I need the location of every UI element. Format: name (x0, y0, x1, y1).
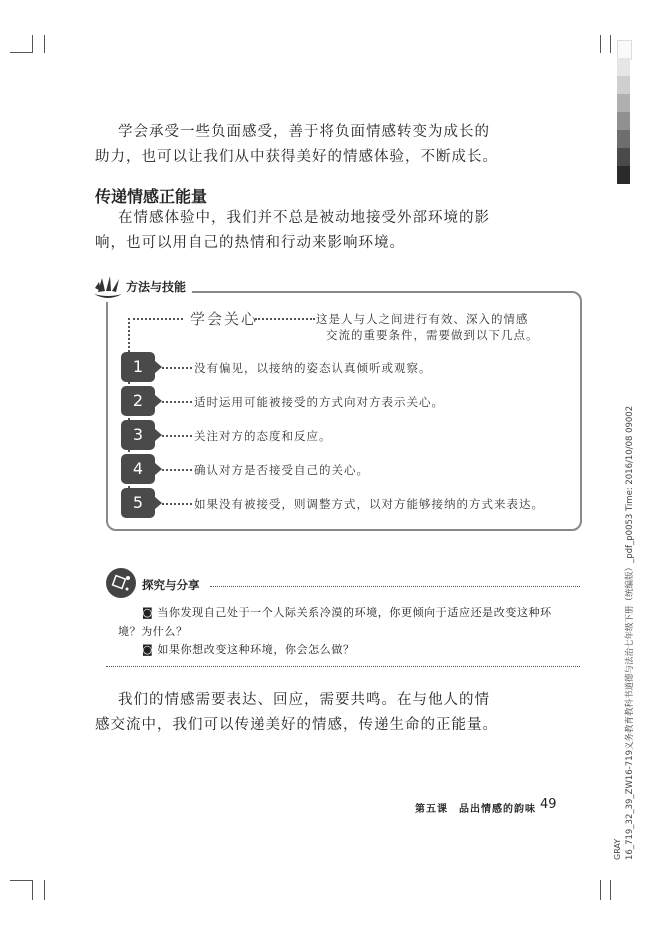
step-number: 4 (121, 454, 155, 484)
question-text: 境？为什么？ (118, 625, 188, 638)
crop-mark (600, 880, 601, 900)
closing-line: 我们的情感需要表达、回应，需要共鸣。在与他人的情 (118, 692, 490, 708)
divider (210, 586, 580, 587)
step-text: 确认对方是否接受自己的关心。 (194, 463, 369, 477)
intro-line: 学会承受一些负面感受，善于将负面情感转变为成长的 (118, 124, 490, 140)
question-text: 当你发现自己处于一个人际关系冷漠的环境，你更倾向于适应还是改变这种环 (157, 606, 552, 619)
page-number: 49 (540, 797, 557, 812)
connector-line (255, 318, 315, 320)
methods-icon (92, 274, 126, 302)
step-number: 5 (121, 488, 155, 518)
question (142, 641, 355, 657)
question (142, 604, 552, 620)
step-number: 2 (121, 386, 155, 416)
bullet-icon: ◙ (142, 606, 158, 619)
methods-desc: 交流的重要条件，需要做到以下几点。 (326, 328, 539, 342)
crop-mark (610, 880, 611, 900)
crop-mark (44, 35, 45, 53)
section-line: 响，也可以用自己的热情和行动来影响环境。 (95, 235, 405, 251)
explore-icon (106, 568, 136, 598)
crop-mark (32, 35, 33, 53)
step-number: 1 (121, 352, 155, 382)
crop-mark (44, 880, 45, 900)
step-text: 没有偏见，以接纳的姿态认真倾听或观察。 (194, 361, 432, 375)
connector-line (128, 318, 183, 320)
step-text: 如果没有被接受，则调整方式，以对方能够接纳的方式来表达。 (194, 497, 544, 511)
step-text: 适时运用可能被接受的方式向对方表示关心。 (194, 395, 444, 409)
crop-mark (10, 880, 32, 881)
crop-mark (10, 52, 32, 53)
gray-label: GRAY (613, 838, 622, 860)
step-text: 关注对方的态度和反应。 (194, 429, 332, 443)
section-heading: 传递情感正能量 (95, 187, 208, 206)
methods-title: 方法与技能 (126, 278, 192, 295)
section-line: 在情感体验中，我们并不总是被动地接受外部环境的影 (118, 210, 490, 226)
crop-mark (32, 880, 33, 900)
methods-topic: 学会关心 (190, 310, 259, 328)
divider (106, 666, 580, 667)
crop-mark (600, 35, 601, 53)
crop-mark (610, 35, 611, 53)
intro-line: 助力，也可以让我们从中获得美好的情感体验，不断成长。 (95, 149, 498, 165)
chapter-title: 第五课 品出情感的韵味 (415, 804, 536, 815)
print-slug: 16_719_32_39_ZW16-719义务教育教科书道德与法治七年级下册（统编版）_pdf_p0053 Time: 2016/10/08 09002 (625, 405, 635, 860)
closing-line: 感交流中，我们可以传递美好的情感，传递生命的正能量。 (95, 717, 498, 733)
methods-desc: 这是人与人之间进行有效、深入的情感 (316, 312, 529, 326)
bullet-icon: ◙ (142, 643, 158, 656)
question-text: 如果你想改变这种环境，你会怎么做？ (157, 643, 355, 656)
step-number: 3 (121, 420, 155, 450)
explore-title: 探究与分享 (142, 578, 200, 592)
